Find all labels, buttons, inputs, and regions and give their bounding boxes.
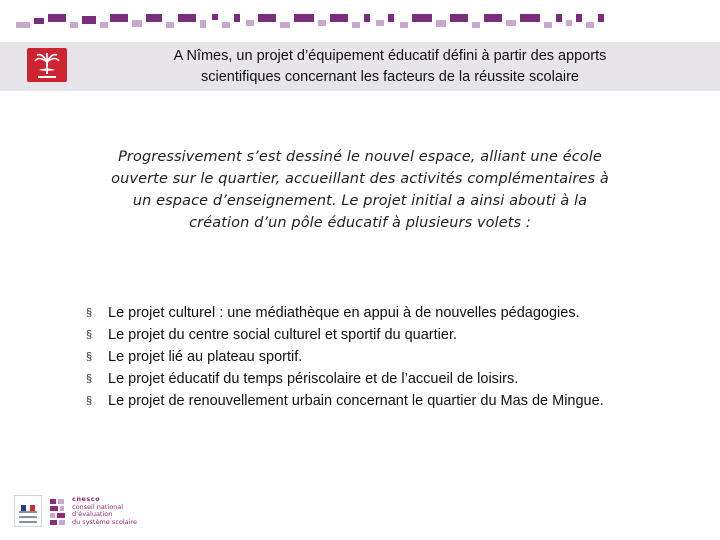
decorative-dash xyxy=(556,14,562,22)
footer-logos xyxy=(14,493,154,529)
list-item xyxy=(86,368,706,390)
bullet-marker: § xyxy=(86,373,93,385)
decorative-dash xyxy=(472,22,480,28)
decorative-dash xyxy=(412,14,432,22)
decorative-dash xyxy=(222,22,230,28)
list-item-text: Le projet lié au plateau sportif. xyxy=(108,349,303,365)
decorative-dash xyxy=(376,20,384,26)
list-item xyxy=(86,302,706,324)
decorative-dash xyxy=(484,14,502,22)
decorative-dash xyxy=(100,22,108,28)
decorative-dash xyxy=(166,22,174,28)
decorative-dash xyxy=(352,22,360,28)
decorative-dash xyxy=(566,20,572,26)
decorative-dash xyxy=(586,22,594,28)
decorative-dash xyxy=(598,14,604,22)
intro-paragraph: Progressivement s’est dessiné le nouvel espace, alliant une école ouverte sur le quartier, accueillant des activités complémentaires à un espace d’enseignement. Le projet initial a ainsi abouti à la création d’un pôle éducatif à plusieurs volets : xyxy=(111,149,609,231)
title-band xyxy=(0,42,720,91)
decorative-dash xyxy=(132,20,142,27)
cnesco-line-1: conseil national xyxy=(72,502,124,511)
list-item-text: Le projet éducatif du temps périscolaire et de l’accueil de loisirs. xyxy=(108,371,519,387)
decorative-dash xyxy=(576,14,582,22)
palm-tree-crocodile-icon xyxy=(27,48,67,82)
cnesco-logo-icon xyxy=(48,497,70,527)
cnesco-line-2: d’évaluation xyxy=(72,510,113,518)
list-item-text: Le projet culturel : une médiathèque en appui à de nouvelles pédagogies. xyxy=(108,305,580,321)
decorative-dash xyxy=(280,22,290,28)
decorative-dash xyxy=(330,14,348,22)
decorative-dash xyxy=(70,22,78,28)
decorative-dash xyxy=(146,14,162,22)
list-item xyxy=(86,346,706,368)
decorative-dash xyxy=(506,20,516,26)
list-item-text: Le projet de renouvellement urbain concernant le quartier du Mas de Mingue. xyxy=(108,393,604,409)
bullet-marker: § xyxy=(86,329,93,341)
decorative-dash xyxy=(258,14,276,22)
cnesco-line-3: du système scolaire xyxy=(72,517,137,526)
slide-title xyxy=(90,46,690,88)
cnesco-brand: cnesco xyxy=(72,495,101,503)
bullet-marker: § xyxy=(86,395,93,407)
marianne-republic-icon xyxy=(14,495,42,527)
decorative-dash xyxy=(246,20,254,26)
list-item xyxy=(86,390,706,412)
decorative-dash xyxy=(294,14,314,22)
decorative-dash xyxy=(544,22,552,28)
decorative-dash xyxy=(388,14,394,22)
list-item-text: Le projet du centre social culturel et sportif du quartier. xyxy=(108,327,457,343)
decorative-dash xyxy=(318,20,326,26)
decorative-dash xyxy=(212,14,218,20)
decorative-dash xyxy=(16,22,30,28)
decorative-dash xyxy=(34,18,44,24)
project-bullet-list xyxy=(86,302,706,412)
cnesco-wordmark xyxy=(72,496,162,526)
decorative-dash xyxy=(364,14,370,22)
decorative-dash xyxy=(110,14,128,22)
slide-title-line-1: A Nîmes, un projet d’équipement éducatif défini à partir des apports xyxy=(173,48,607,64)
bullet-marker: § xyxy=(86,307,93,319)
decorative-dash xyxy=(178,14,196,22)
decorative-dash xyxy=(82,16,96,24)
decorative-dash xyxy=(234,14,240,22)
decorative-dash xyxy=(450,14,468,22)
decorative-dash xyxy=(400,22,408,28)
list-item xyxy=(86,324,706,346)
slide-title-line-2: scientifiques concernant les facteurs de la réussite scolaire xyxy=(201,69,579,85)
decorative-dash xyxy=(48,14,66,22)
bullet-marker: § xyxy=(86,351,93,363)
decorative-dash xyxy=(200,20,206,28)
decorative-top-strip xyxy=(0,0,720,40)
decorative-dash xyxy=(520,14,540,22)
decorative-dash xyxy=(436,20,446,27)
